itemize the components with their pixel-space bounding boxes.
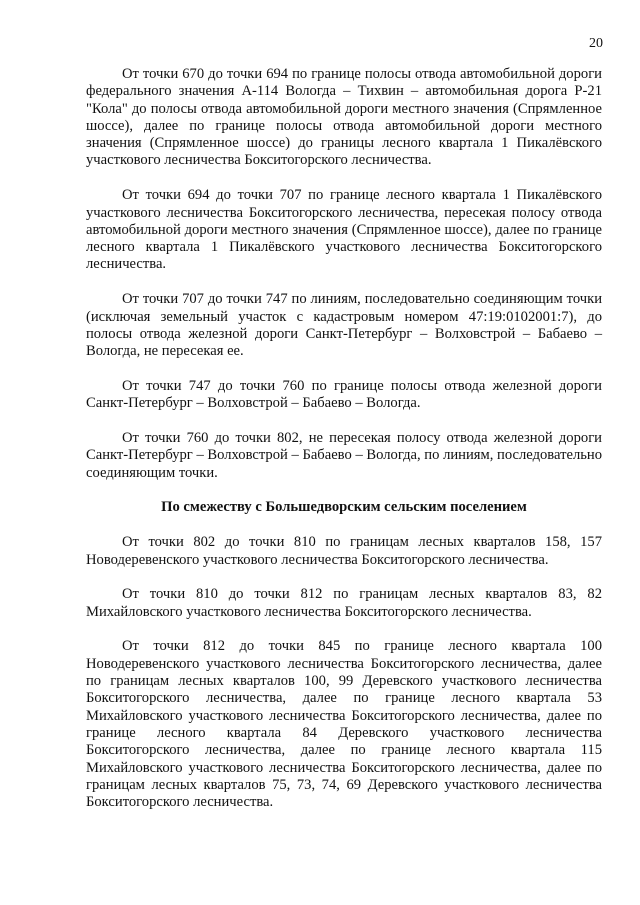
paragraph-spacer	[86, 170, 602, 188]
section-heading: По смежеству с Большедворским сельским поселением	[161, 499, 527, 516]
paragraph-812-845: От точки 812 до точки 845 по границе лесного квартала 100 Новодеревенского участкового лесничества Бокситогорского лесничества, далее по границам лесных кварталов 100, 99 Деревского участкового лесничества Бокситогорского лесничества, далее по границе лесного квартала 53 Михайловского участкового лесничества Бокситогорского лесничества, далее по границе лесного квартала 84 Деревского участкового лесничества Бокситогорского лесничества, далее по границе лесного квартала 115 Михайловского участкового лесничества Бокситогорского лесничества, далее по границам лесных кварталов 75, 73, 74, 69 Деревского участкового лесничества Бокситогорского лесничества.	[86, 638, 602, 811]
document-body	[86, 66, 602, 811]
paragraph-spacer	[86, 569, 602, 587]
paragraph-spacer	[86, 360, 602, 378]
paragraph-spacer	[86, 413, 602, 431]
paragraph-707-747: От точки 707 до точки 747 по линиям, последовательно соединяющим точки (исключая земельный участок с кадастровым номером 47:19:0102001:7), до полосы отвода железной дороги Санкт-Петербург – Волховстрой – Бабаево – Вологда, не пересекая ее.	[86, 291, 602, 360]
paragraph-760-802: От точки 760 до точки 802, не пересекая полосу отвода железной дороги Санкт-Петербург – Волховстрой – Бабаево – Вологда, по линиям, последовательно соединяющим точки.	[86, 430, 602, 481]
paragraph-810-812: От точки 810 до точки 812 по границам лесных кварталов 83, 82 Михайловского участкового лесничества Бокситогорского лесничества.	[86, 586, 602, 620]
page-number: 20	[589, 36, 603, 51]
paragraph-spacer	[86, 621, 602, 639]
paragraph-747-760: От точки 747 до точки 760 по границе полосы отвода железной дороги Санкт-Петербург – Волховстрой – Бабаево – Вологда.	[86, 377, 602, 412]
paragraph-670-694: От точки 670 до точки 694 по границе полосы отвода автомобильной дороги федерального значения А-114 Вологда – Тихвин – автомобильная дорога Р-21 "Кола" до полосы отвода автомобильной дороги местного значения (Спрямленное шоссе), далее по границе полосы отвода автомобильной дороги местного значения (Спрямленное шоссе) до границы лесного квартала 1 Пикалёвского участкового лесничества Бокситогорского лесничества.	[86, 66, 602, 169]
paragraph-802-810: От точки 802 до точки 810 по границам лесных кварталов 158, 157 Новодеревенского участкового лесничества Бокситогорского лесничества.	[86, 534, 602, 568]
paragraph-694-707: От точки 694 до точки 707 по границе лесного квартала 1 Пикалёвского участкового лесничества Бокситогорского лесничества, пересекая полосу отвода автомобильной дороги местного значения (Спрямленное шоссе), далее по границе лесного квартала 1 Пикалёвского участкового лесничества Бокситогорского лесничества.	[86, 187, 602, 273]
paragraph-spacer	[86, 274, 602, 292]
paragraph-spacer	[86, 517, 602, 535]
paragraph-spacer	[86, 482, 602, 500]
